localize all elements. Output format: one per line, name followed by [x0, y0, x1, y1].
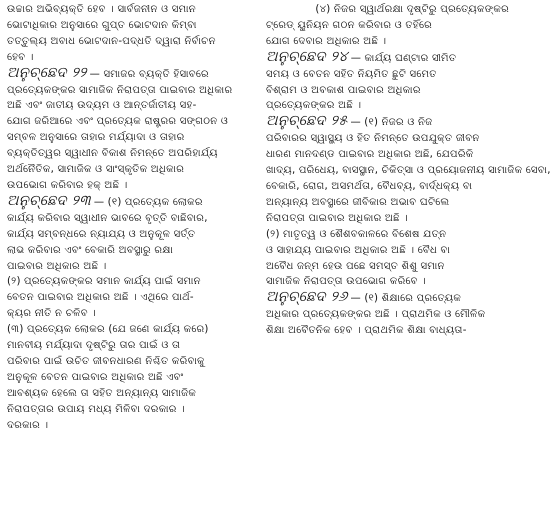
line-text: ଦରକାର । [7, 419, 49, 431]
line-text: (୪) ନିଜର ସ୍ୱାର୍ଥରକ୍ଷା ଦୃଷ୍ଟିରୁ ପ୍ରତ୍ୟେକଙ୍କର [315, 4, 509, 15]
text-line [7, 2, 247, 18]
line-text: ନିରାପତ୍ତା ପାଇବାର ଅଧିକାର ଅଛି । [266, 212, 409, 224]
text-line [7, 338, 247, 354]
line-text: ଆବଶ୍ୟକ ହେଲେ ତା ସହିତ ଅନ୍ୟାନ୍ୟ ସାମାଜିକ [7, 387, 197, 399]
line-text: କାର୍ଯ୍ୟ ସମ୍ବନ୍ଧରେ ନ୍ୟାଯ୍ୟ ଓ ଅନୁକୂଳ ସର୍ତ୍ତ [7, 228, 196, 240]
line-text: କାର୍ଯ୍ୟ କରିବାର ସ୍ୱାଧୀନ ଭାବରେ ବୃତ୍ତି ବାଛିବାର, [7, 212, 208, 224]
text-line [266, 131, 509, 147]
line-text: ପରିବାର ପାଇଁ ଉଚିତ ଜୀବନଧାରଣ ନିଶ୍ଚିତ କରିବାକୁ [7, 355, 205, 367]
line-text: ଯୋଗ ଜରିଆରେ ଏବଂ ପ୍ରତ୍ୟେକ ରାଷ୍ଟ୍ରର ସଙ୍ଗଠନ ଓ [7, 116, 229, 128]
text-line [266, 195, 509, 211]
line-text: — (୧) ଶିକ୍ଷାରେ ପ୍ରତ୍ୟେକ [350, 293, 462, 305]
text-line [7, 211, 247, 227]
text-line [266, 163, 551, 179]
line-text: ତତ୍ତୁଲ୍ୟ ଅବାଧ ଭୋଟଦାନ-ପଦ୍ଧତି ଦ୍ୱାରା ନିର୍ବାଚନ [7, 35, 216, 47]
left-column [0, 0, 252, 511]
text-line [266, 274, 509, 290]
article-line [266, 50, 509, 67]
line-text: ଟ୍ରେଡ୍‌ ୟୁନିୟନ ଗଠନ କରିବାର ଓ ତହିଁରେ [266, 19, 433, 31]
text-line [266, 147, 509, 163]
text-line [266, 179, 509, 195]
line-text: ପାଇବାର ଅଧିକାର ଅଛି । [7, 260, 107, 272]
line-text: ଓ ସାହାଯ୍ୟ ପାଇବାର ଅଧିକାର ଅଛି । ବୈଧ ବା [266, 244, 450, 256]
article-heading: ଅନୁଚ୍ଛେଦ ୨୨ [7, 64, 87, 81]
line-text: ଯୋଗ ଦେବାର ଅଧିକାର ଅଛି । [266, 35, 387, 47]
text-line [266, 67, 509, 83]
text-line [7, 18, 247, 34]
text-line [7, 418, 247, 434]
line-text: ପ୍ରତ୍ୟେକଙ୍କର ସାମାଜିକ ନିରାପତ୍ତା ପାଇବାର ଅଧିକାର [7, 84, 233, 96]
text-line [7, 83, 247, 99]
line-text: — ସମାଜର ବ୍ୟକ୍ତି ହିସାବରେ [89, 68, 209, 80]
line-text: (୨) ମାତୃତ୍ୱ ଓ ଶୈଶବକାଳରେ ବିଶେଷ ଯତ୍ନ [266, 228, 447, 240]
line-text: ଅବୈଧ ଜନ୍ମ ହେଉ ପଛେ ସମସ୍ତ ଶିଶୁ ସମାନ [266, 260, 445, 272]
line-text: ଲାଭ କରିବାର ଏବଂ ବେକାରି ଅବସ୍ଥାରୁ ରକ୍ଷା [7, 244, 174, 256]
line-text: ଉଚ୍ଚାର ଅଭିବ୍ୟକ୍ତି ହେବ । ସାର୍ବଜନୀନ ଓ ସମାନ [7, 4, 196, 15]
article-heading: ଅନୁଚ୍ଛେଦ ୨୩ [7, 192, 91, 209]
text-line [7, 34, 247, 50]
line-text: ଅଧିକାର ପ୍ରତ୍ୟେକଙ୍କର ଅଛି । ପ୍ରାଥମିକ ଓ ମୌଳିକ [266, 309, 486, 321]
right-column [252, 0, 551, 511]
line-text: — କାର୍ଯ୍ୟ ଘଣ୍ଟାର ସୀମିତ [350, 52, 457, 64]
text-line [266, 243, 509, 259]
article-line [266, 290, 509, 307]
line-text: ନିରାପତ୍ତାର ଉପାୟ ମଧ୍ୟ ମିଳିବା ଦରକାର । [7, 403, 185, 415]
text-line [7, 162, 247, 178]
line-text: ଅନୁକୂଳ ବେତନ ପାଇବାର ଅଧିକାର ଅଛି ଏବଂ [7, 371, 184, 383]
line-text: ଉପଭୋଗ କରିବାର ହକ୍‌ ଅଛି । [7, 179, 128, 191]
text-line [7, 259, 247, 275]
line-text: — (୧) ପ୍ରତ୍ୟେକ ଲୋକର [93, 196, 203, 208]
text-line [7, 290, 247, 306]
line-text: କ୍ୟର ନୀତି ନ ଚଳିବ । [7, 308, 97, 320]
line-text: ପ୍ରତ୍ୟେକଙ୍କର ଅଛି । [266, 100, 362, 112]
article-heading: ଅନୁଚ୍ଛେଦ ୨୪ [266, 48, 348, 65]
text-line [7, 243, 247, 259]
line-text: ବ୍ୟକ୍ତିତ୍ୱର ସ୍ୱାଧୀନ ବିକାଶ ନିମନ୍ତେ ଅପରିହାର୍ଯ୍ୟ [7, 148, 218, 160]
line-text: ସମୟ ଓ ବେତନ ସହିତ ନିୟମିତ ଛୁଟି ସମେତ [266, 68, 437, 80]
text-line [7, 386, 247, 402]
line-text: ବିଶ୍ରାମ ଓ ଅବକାଶ ପାଇବାର ଅଧିକାର [266, 84, 421, 96]
line-text: ମାନବୀୟ ମର୍ଯ୍ୟାଦା ଦୃଷ୍ଟିରୁ ତାର ପାଇଁ ଓ ତା [7, 340, 181, 352]
line-text: ଅଛି ଏବଂ ଜାତୀୟ ଉଦ୍ୟମ ଓ ଆନ୍ତର୍ଜାତୀୟ ସହ- [7, 100, 197, 112]
article-line [7, 194, 247, 211]
text-line [7, 50, 247, 66]
text-line [266, 83, 509, 99]
text-line [266, 323, 509, 339]
article-heading: ଅନୁଚ୍ଛେଦ ୨୫ [266, 113, 348, 130]
text-line [266, 2, 509, 18]
line-text: (୨) ପ୍ରତ୍ୟେକଙ୍କର ସମାନ କାର୍ଯ୍ୟ ପାଇଁ ସମାନ [7, 276, 201, 288]
text-line [7, 227, 247, 243]
text-line [7, 98, 247, 114]
text-line [7, 370, 247, 386]
text-line [7, 146, 247, 162]
line-text: ହେବ । [7, 51, 34, 63]
line-text: ବେକାରି, ରୋଗ, ଅସମର୍ଥତା, ବୈଧବ୍ୟ, ବାର୍ଦ୍ଧକ୍ୟ ବା [266, 180, 473, 192]
text-line [7, 306, 247, 322]
line-text: ସମ୍ବଳ ଅନୁସାରେ ତାହାର ମର୍ଯ୍ୟାଦା ଓ ତାହାର [7, 132, 185, 144]
text-line [7, 130, 247, 146]
article-line [7, 66, 247, 83]
article-heading: ଅନୁଚ୍ଛେଦ ୨୬ [266, 289, 348, 306]
line-text: ଶିକ୍ଷା ଅବୈତନିକ ହେବ । ପ୍ରାଥମିକ ଶିକ୍ଷା ବାଧ୍ୟତା- [266, 325, 467, 337]
text-line [266, 18, 509, 34]
line-text: ଧାରଣ ମାନଦଣ୍ଡ ପାଇବାର ଅଧିକାର ଅଛି, ଯେପରିକି [266, 149, 474, 161]
text-line [266, 227, 509, 243]
article-line [266, 114, 509, 131]
line-text: (୩) ପ୍ରତ୍ୟେକ ଲୋକର (ଯେ ଜଣେ କାର୍ଯ୍ୟ କରେ) [7, 324, 209, 336]
text-line [266, 98, 509, 114]
line-text: ଖାଦ୍ୟ, ପରିଧେୟ, ବାସସ୍ଥାନ, ଚିକିତ୍ସା ଓ ପ୍ରୟୋଜନୀୟ ସାମାଜିକ ସେବା, [266, 165, 551, 177]
line-text: ଭୋଟାଧିକାର ଅନୁସାରେ ଗୁପ୍ତ ଭୋଟଦାନ କିମ୍ବା [7, 19, 197, 31]
text-line [7, 354, 247, 370]
line-text: ବେତନ ପାଇବାର ଅଧିକାର ଅଛି । ଏଥିରେ ପାର୍ଥ- [7, 292, 194, 304]
line-text: ପରିବାରର ସ୍ୱାସ୍ଥ୍ୟ ଓ ହିତ ନିମନ୍ତେ ଉପଯୁକ୍ତ ଜୀବନ [266, 133, 480, 145]
text-line [7, 322, 247, 338]
line-text: — (୧) ନିଜର ଓ ନିଜ [350, 117, 433, 129]
text-line [7, 114, 247, 130]
text-line [7, 274, 247, 290]
text-line [266, 34, 509, 50]
text-line [266, 211, 509, 227]
line-text: ସାମାଜିକ ନିରାପତ୍ତା ଉପଭୋଗ କରିବେ । [266, 276, 426, 288]
line-text: ଅର୍ଥନୈତିକ, ସାମାଜିକ ଓ ସାଂସ୍କୃତିକ ଅଧିକାର [7, 164, 185, 176]
text-line [7, 402, 247, 418]
text-line [266, 259, 509, 275]
text-line [7, 178, 247, 194]
line-text: ଅନ୍ୟାନ୍ୟ ଅବସ୍ଥାରେ ଜୀବିକାର ଅଭାବ ଘଟିଲେ [266, 196, 450, 208]
text-line [266, 307, 509, 323]
